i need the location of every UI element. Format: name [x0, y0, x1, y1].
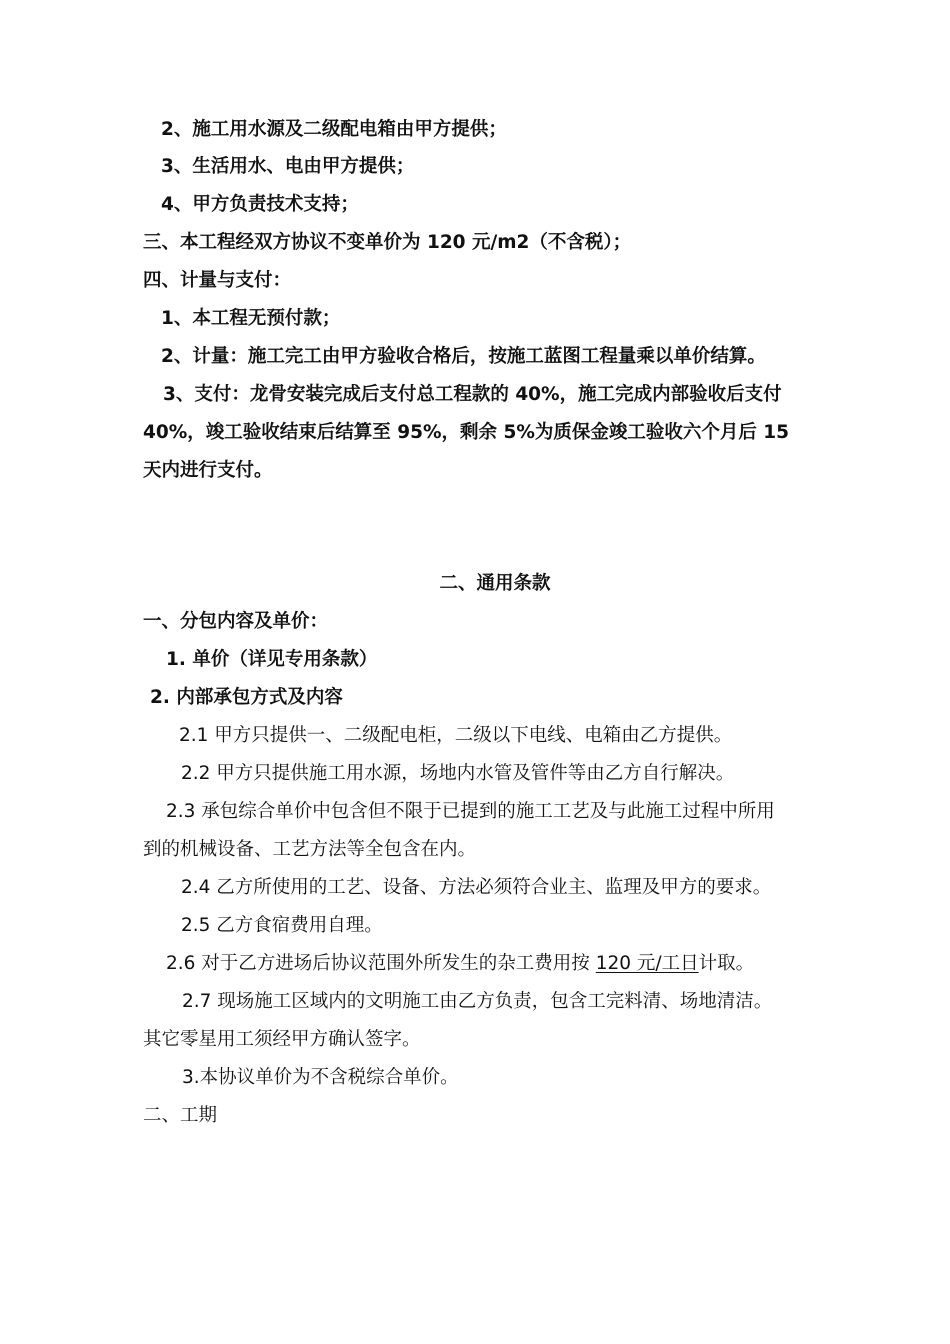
clause-4-technical-support: 4、甲方负责技术支持；: [161, 194, 359, 215]
clause-2-1: 2.1 甲方只提供一、二级配电柜，二级以下电线、电箱由乙方提供。: [179, 725, 733, 746]
section-3-unit-price: 三、本工程经双方协议不变单价为 120 元/m2（不含税）；: [143, 232, 632, 253]
general-terms-title: 二、通用条款: [439, 573, 551, 594]
sub-heading-contract-method: 2. 内部承包方式及内容: [150, 687, 343, 708]
labor-rate: 120 元/工日: [595, 953, 699, 974]
clause-2-7-line-1: 2.7 现场施工区域内的文明施工由乙方负责，包含工完料清、场地清洁。: [182, 991, 773, 1012]
clause-2-5: 2.5 乙方食宿费用自理。: [181, 915, 383, 936]
clause-3-living-water-power: 3、生活用水、电由甲方提供；: [161, 156, 415, 177]
section-4-heading: 四、计量与支付：: [143, 270, 292, 291]
clause-2-4: 2.4 乙方所使用的工艺、设备、方法必须符合业主、监理及甲方的要求。: [181, 877, 772, 898]
clause-2-6: [166, 953, 754, 975]
general-section-2-heading: 二、工期: [143, 1105, 218, 1126]
payment-clause-2: 2、计量：施工完工由甲方验收合格后，按施工蓝图工程量乘以单价结算。: [161, 346, 766, 367]
sub-heading-unit-price: 1. 单价（详见专用条款）: [166, 649, 378, 670]
payment-clause-1: 1、本工程无预付款；: [161, 308, 341, 329]
clause-2-3-line-1: 2.3 承包综合单价中包含但不限于已提到的施工工艺及与此施工过程中所用: [166, 801, 775, 822]
clause-2-3-line-2: 到的机械设备、工艺方法等全包含在内。: [143, 839, 477, 860]
clause-2-2: 2.2 甲方只提供施工用水源，场地内水管及管件等由乙方自行解决。: [181, 763, 735, 784]
payment-clause-3-line-2: 40%，竣工验收结束后结算至 95%，剩余 5%为质保金竣工验收六个月后 15: [143, 422, 790, 443]
payment-clause-3-line-3: 天内进行支付。: [143, 460, 273, 481]
clause-2-6-end: 计取。: [698, 953, 755, 974]
payment-clause-3-line-1: 3、支付：龙骨安装完成后支付总工程款的 40%，施工完成内部验收后支付: [163, 384, 782, 405]
clause-3-tax-note: 3.本协议单价为不含税综合单价。: [182, 1067, 459, 1088]
clause-2-6-text: 2.6 对于乙方进场后协议范围外所发生的杂工费用按: [166, 953, 596, 974]
clause-2-water-power-supply: 2、施工用水源及二级配电箱由甲方提供；: [161, 119, 507, 140]
general-section-1-heading: 一、分包内容及单价：: [143, 611, 329, 632]
clause-2-7-line-2: 其它零星用工须经甲方确认签字。: [143, 1029, 421, 1050]
